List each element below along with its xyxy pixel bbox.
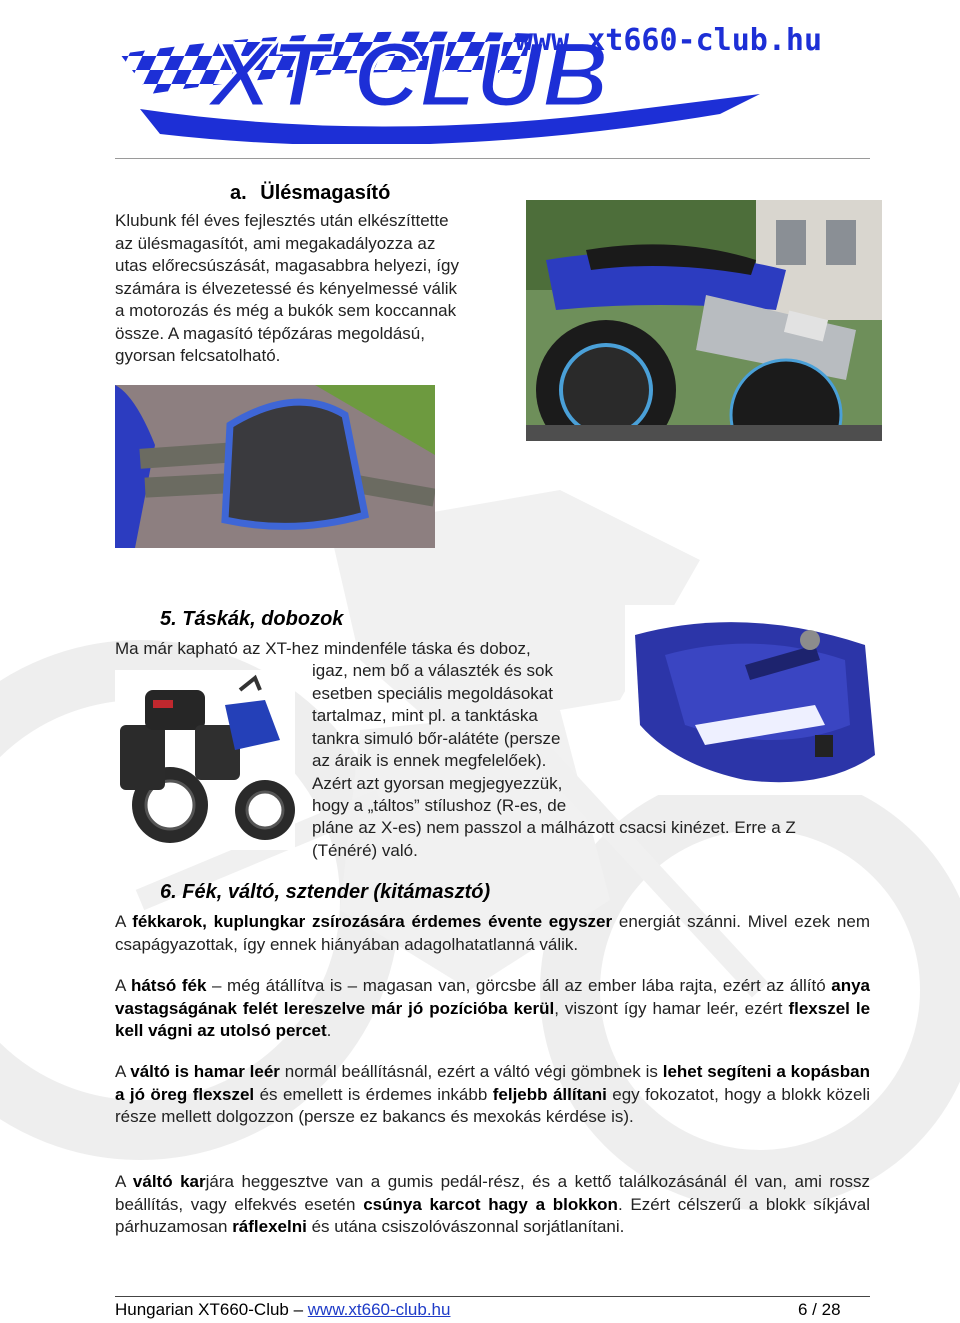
footer-club-name: Hungarian XT660-Club – www.xt660-club.hu <box>115 1300 451 1319</box>
section-a-title: Ülésmagasító <box>260 182 391 204</box>
section-5-first-line: Ma már kapható az XT-hez mindenféle táska és doboz, <box>115 639 531 658</box>
section-6-paragraph-4: A váltó karjára heggesztve van a gumis pedál-rész, és a kettő találkozásánál él van, ami rossz beállítás, vagy elfekvés esetén csúnya karcot hagy a blokkon. Ezért célszerű a blokk síkjával párhuzamosan ráflexelni és utána csiszolóvászonnal sorjátlanítani. <box>115 1172 870 1236</box>
logo-wordmark: XT CLUB <box>210 24 609 126</box>
footer-website-link[interactable]: www.xt660-club.hu <box>307 1300 451 1319</box>
section-6-title: Fék, váltó, sztender (kitámasztó) <box>182 881 491 903</box>
section-a-paragraph: Klubunk fél éves fejlesztés után elkészíttette az ülésmagasítót, ami megakadályozza az utas előrecsúszását, magasabbra helyezi, így számára is élvezetessé és kényelmessé válik a motorozás és még a bukók sem koccannak össze. A magasító tépőzáras megoldású, gyorsan felcsatolható. <box>115 211 459 365</box>
logo-url: www.xt660-club.hu <box>515 23 823 58</box>
section-5-heading <box>160 608 343 631</box>
photo-tank-pad <box>625 605 880 795</box>
section-6-paragraph-1: A fékkarok, kuplungkar zsírozására érdemes évente egyszer energiát szánni. Mivel ezek nem csapágyazottak, így ennek hiányában adagolhatatlanná válik. <box>115 912 870 954</box>
section-5-number: 5. <box>160 608 177 630</box>
section-6-paragraph-3: A váltó is hamar leér normál beállításnál, ezért a váltó végi gömbnek is lehet segíteni a kopásban a jó öreg flexszel és emellett is érdemes inkább feljebb állítani egy fokozatot, hogy a blokk közeli része mellett dolgozzon (persze ez bakancs és mexokás kérdése is). <box>115 1062 870 1126</box>
section-6-number: 6. <box>160 881 177 903</box>
section-5-title: Táskák, dobozok <box>182 608 344 630</box>
section-5-wide-paragraph: pláne az X-es) nem passzol a málházott csacsi kinézet. Erre a Z (Ténéré) való. <box>312 818 796 860</box>
section-a-heading <box>230 182 390 205</box>
footer-page-number: 6 / 28 <box>798 1300 841 1319</box>
section-6-paragraph-2: A hátsó fék – még átállítva is – magasan van, görcsbe áll az ember lába rajta, ezért az állító anya vastagságának felét lereszelve már jó pozícióba kerül, viszont így hamar leér, ezért flexszel le kell vágni az utolsó percet. <box>115 976 871 1040</box>
header-divider <box>115 158 870 159</box>
photo-motorcycle-panniers <box>115 670 295 850</box>
section-6-heading <box>160 881 490 904</box>
photo-seat-riser <box>115 385 435 548</box>
section-a-marker: a. <box>230 182 247 204</box>
footer-divider <box>115 1296 870 1297</box>
photo-motorcycle-seat <box>526 200 882 441</box>
section-5-indented-paragraph: igaz, nem bő a választék és sok esetben speciális megoldásokat tartalmaz, mint pl. a tanktáska tankra simuló bőr-alátéte (persze az áraik is ennek megfelelőek). Azért azt gyorsan megjegyezzük, hogy a „táltos” stílushoz (R-es, de <box>312 661 567 815</box>
xt-club-logo <box>120 14 840 144</box>
